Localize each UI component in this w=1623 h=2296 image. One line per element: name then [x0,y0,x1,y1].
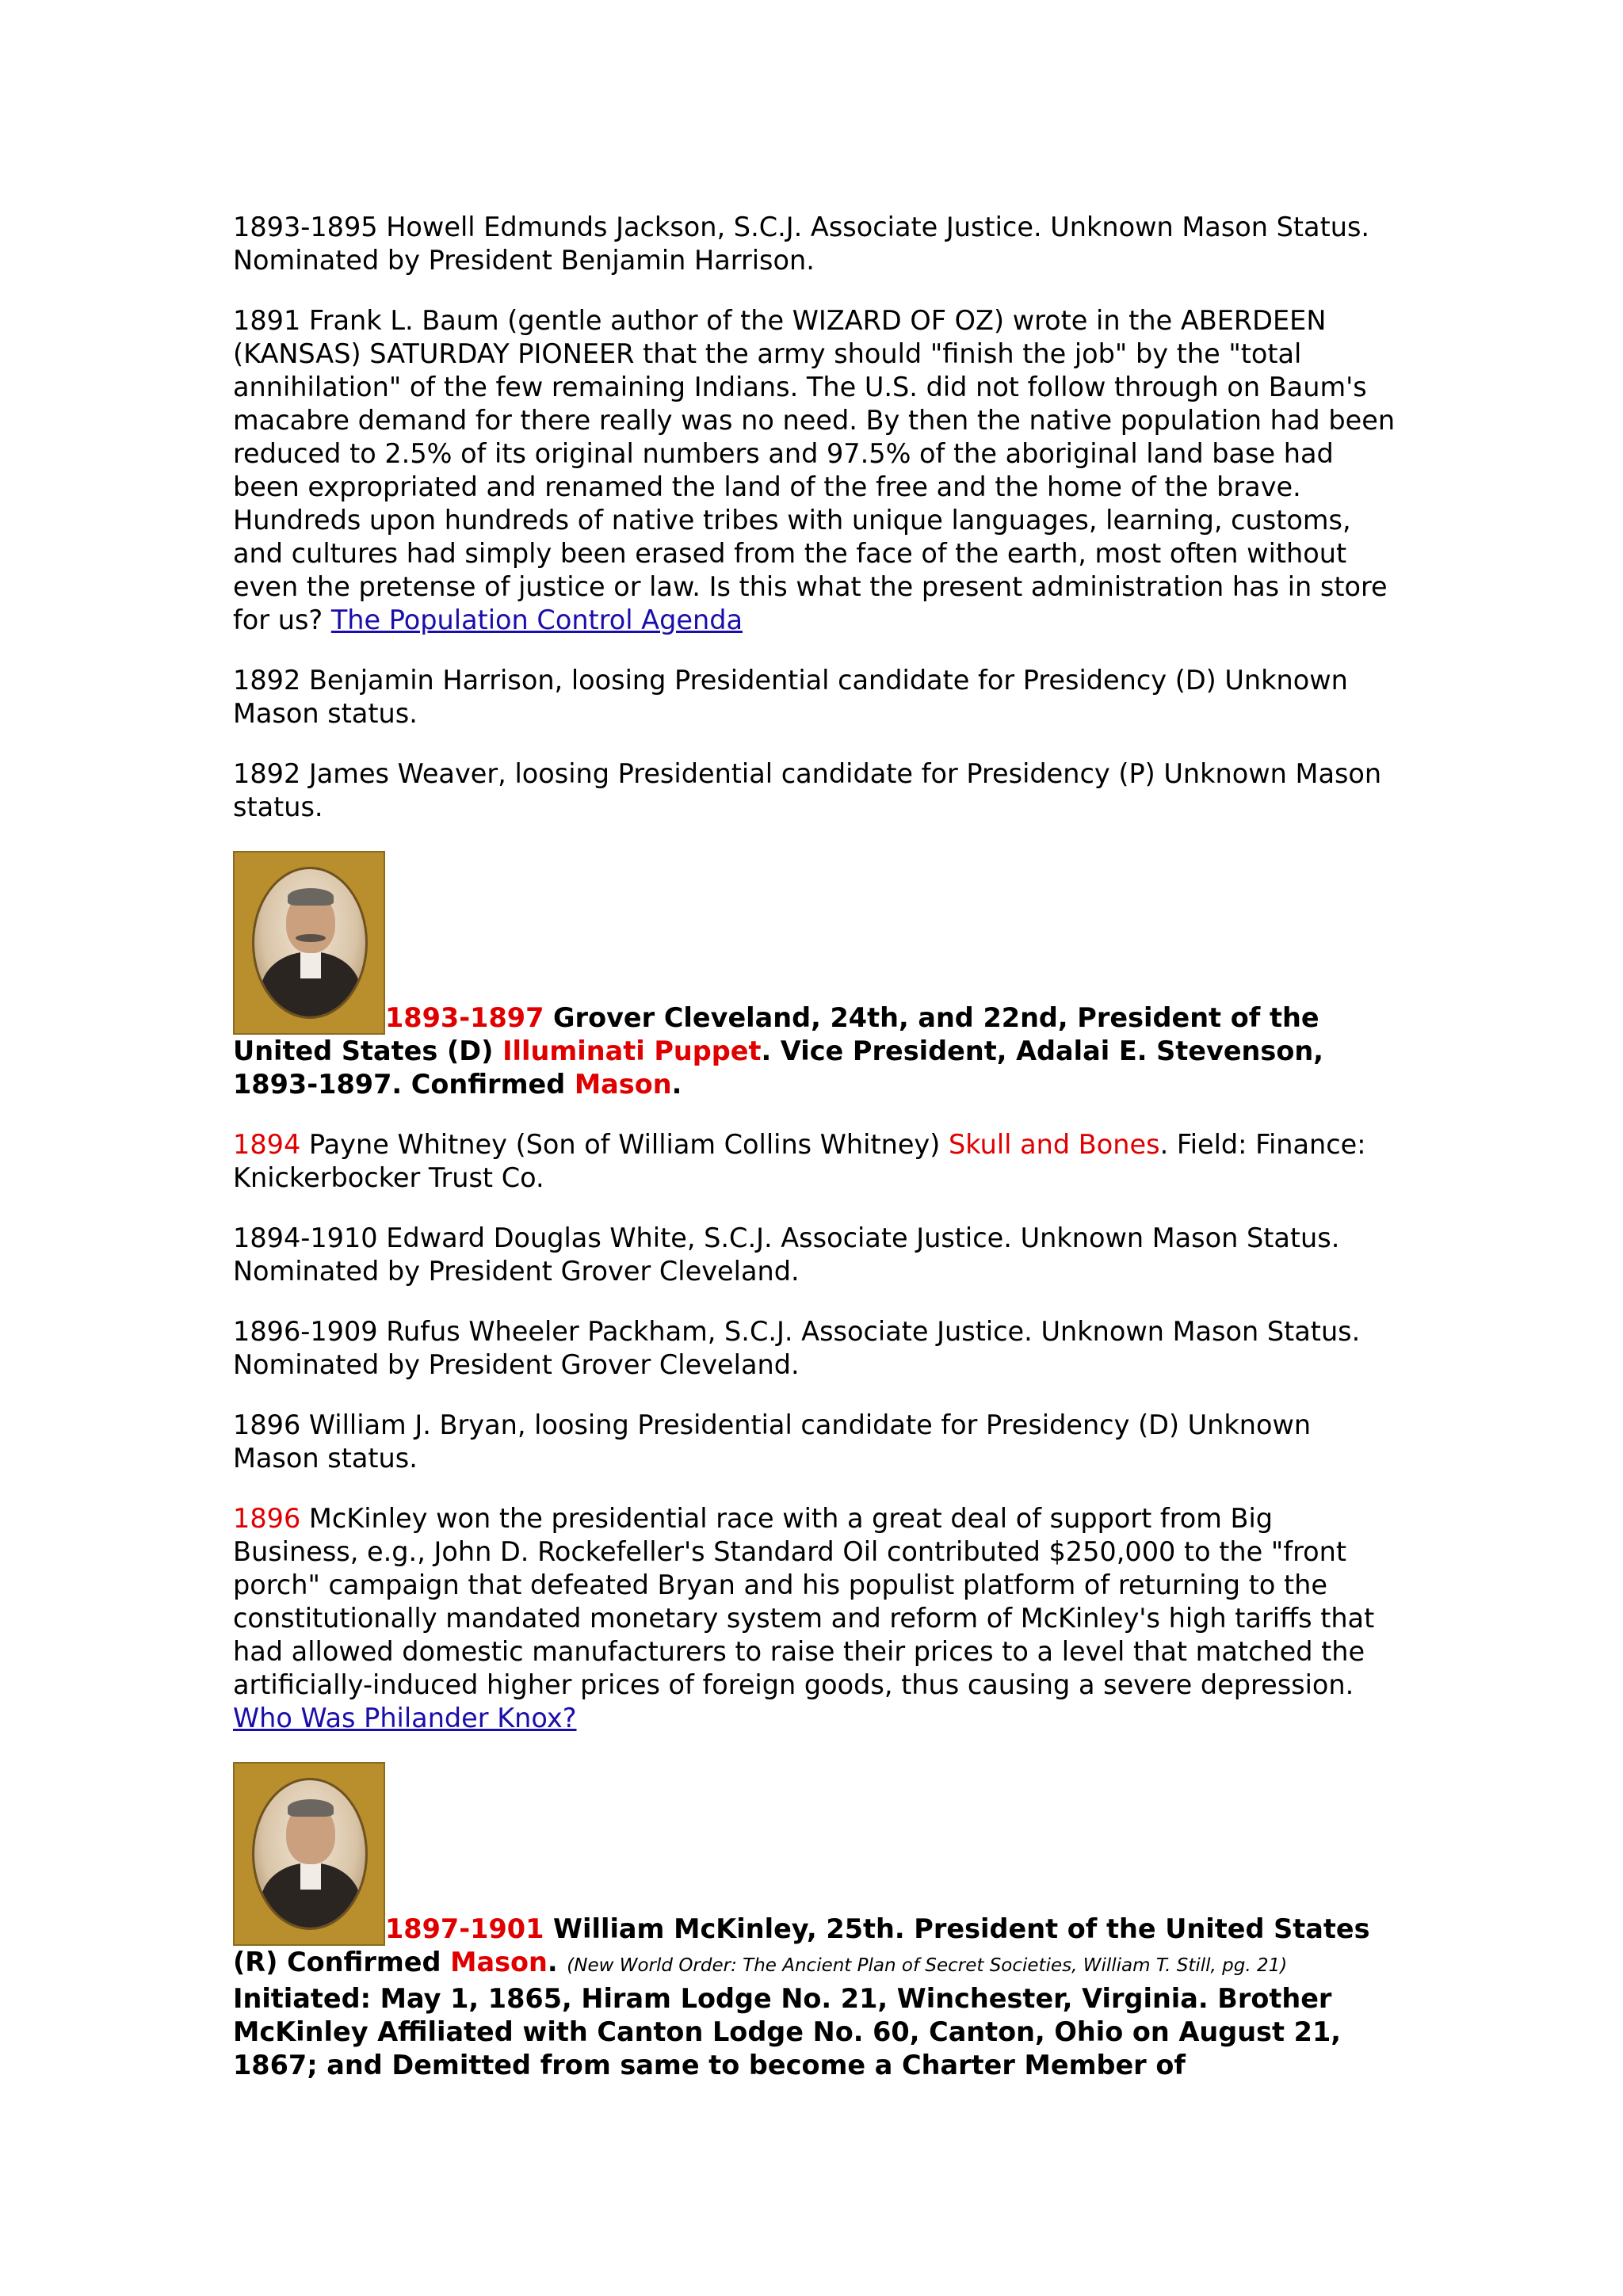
paragraph-baum [233,304,1404,637]
cleveland-text-3: . [671,1069,682,1100]
paragraph-jackson-text: 1893-1895 Howell Edmunds Jackson, S.C.J. Associate Justice. Unknown Mason Status. Nominated by President Benjamin Harrison. [233,212,1370,276]
cleveland-years: 1893-1897 [385,1002,544,1033]
whitney-text-1: Payne Whitney (Son of William Collins Whitney) [300,1129,949,1160]
paragraph-white-text: 1894-1910 Edward Douglas White, S.C.J. Associate Justice. Unknown Mason Status. Nominated by President Grover Cleveland. [233,1222,1340,1287]
whitney-text-2: . Field: Finance: Knickerbocker Trust Co. [233,1129,1366,1193]
cleveland-text-2: . Vice President, Adalai E. Stevenson, 1893-1897. Confirmed [233,1035,1323,1100]
mckinley-entry [233,1762,1404,2082]
mckinley-citation: (New World Order: The Ancient Plan of Secret Societies, William T. Still, pg. 21) [567,1955,1288,1976]
paragraph-white [233,1222,1404,1288]
paragraph-packham-text: 1896-1909 Rufus Wheeler Packham, S.C.J. Associate Justice. Unknown Mason Status. Nominated by President Grover Cleveland. [233,1316,1361,1380]
mckinley-mason-label: Mason [450,1947,548,1978]
mckinley-race-year: 1896 [233,1503,301,1534]
paragraph-harrison [233,664,1404,730]
paragraph-jackson [233,211,1404,277]
mckinley-text-1: William McKinley, 25th. President of the United States (R) Confirmed [233,1913,1370,1978]
paragraph-weaver-text: 1892 James Weaver, loosing Presidential candidate for Presidency (P) Unknown Mason status. [233,758,1382,822]
cleveland-portrait [233,851,385,1035]
paragraph-bryan [233,1409,1404,1475]
cleveland-text-1: Grover Cleveland, 24th, and 22nd, President of the United States (D) [233,1002,1319,1066]
mckinley-text-2: . [547,1947,567,1978]
paragraph-whitney [233,1128,1404,1195]
paragraph-bryan-text: 1896 William J. Bryan, loosing Presidential candidate for Presidency (D) Unknown Mason status. [233,1409,1312,1474]
paragraph-weaver [233,757,1404,824]
philander-knox-link[interactable]: Who Was Philander Knox? [233,1703,577,1733]
cleveland-entry [233,851,1404,1101]
whitney-society: Skull and Bones [948,1129,1160,1160]
paragraph-baum-text: 1891 Frank L. Baum (gentle author of the WIZARD OF OZ) wrote in the ABERDEEN (KANSAS) SATURDAY PIONEER that the army should "finish the job" by the "total annihilation" of the few remaining Indians. The U.S. did not follow through on Baum's macabre demand for there really was no need. By then the native population had been reduced to 2.5% of its original numbers and 97.5% of the aboriginal land base had been expropriated and renamed the land of the free and the home of the brave. Hundreds upon hundreds of native tribes with unique languages, learning, customs, and cultures had simply been erased from the face of the earth, most often without even the pretense of justice or law. Is this what the present administration has in store for us? [233,305,1396,635]
mckinley-portrait [233,1762,385,1946]
document-body [233,211,1404,2109]
paragraph-harrison-text: 1892 Benjamin Harrison, loosing Presidential candidate for Presidency (D) Unknown Mason status. [233,665,1348,729]
paragraph-packham [233,1315,1404,1382]
mckinley-years: 1897-1901 [385,1913,544,1944]
cleveland-puppet-label: Illuminati Puppet [502,1035,762,1066]
cleveland-mason-label: Mason [574,1069,672,1100]
paragraph-mckinley-race [233,1502,1404,1735]
mckinley-text-3: Initiated: May 1, 1865, Hiram Lodge No. 21, Winchester, Virginia. Brother McKinley Affiliated with Canton Lodge No. 60, Canton, Ohio on August 21, 1867; and Demitted from same to become a Charter Member of [233,1983,1342,2081]
whitney-year: 1894 [233,1129,301,1160]
mckinley-race-text: McKinley won the presidential race with a great deal of support from Big Business, e.g., John D. Rockefeller's Standard Oil contributed $250,000 to the "front porch" campaign that defeated Bryan and his populist platform of returning to the constitutionally mandated monetary system and reform of McKinley's high tariffs that had allowed domestic manufacturers to raise their prices to a level that matched the artificially-induced higher prices of foreign goods, thus causing a severe depression. [233,1503,1375,1700]
population-control-link[interactable]: The Population Control Agenda [330,605,743,635]
